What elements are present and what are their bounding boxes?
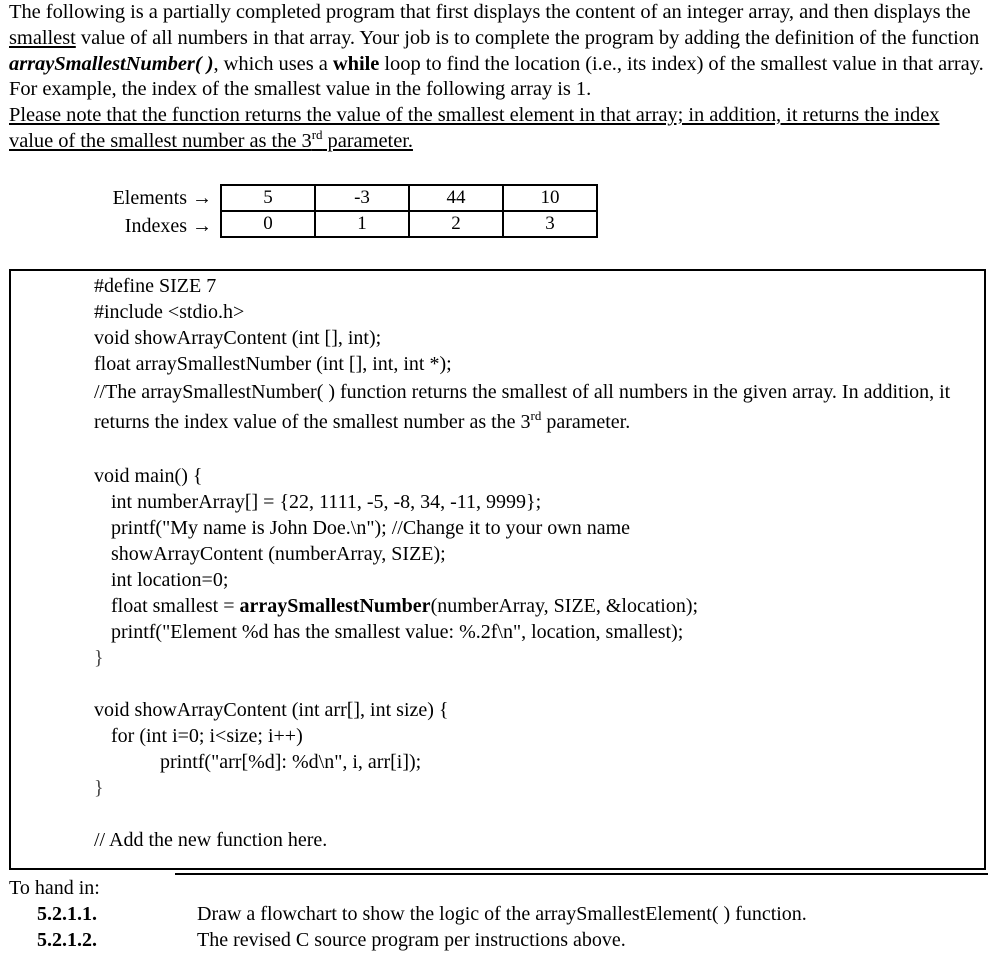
handin-item (37, 927, 977, 953)
code-line: float smallest = arraySmallestNumber(numberArray, SIZE, &location); (111, 595, 699, 617)
handin-item-number: 5.2.1.1. (37, 903, 97, 925)
code-line: void main() { (94, 465, 203, 487)
element-cell: 10 (503, 185, 597, 211)
intro-text: , which uses a (213, 52, 333, 75)
example-array-table (220, 184, 598, 238)
code-listing-box (9, 269, 986, 870)
function-call-name: arraySmallestNumber (239, 595, 431, 617)
code-line: printf("arr[%d]: %d\n", i, arr[i]); (160, 751, 422, 773)
element-cell: -3 (315, 185, 409, 211)
code-line: int numberArray[] = {22, 1111, -5, -8, 34, -11, 9999}; (111, 491, 542, 513)
code-line: #define SIZE 7 (94, 275, 217, 297)
intro-text: The following is a partially completed program that first displays the content of an integer array, and then displays the (9, 1, 971, 23)
code-comment: //The arraySmallestNumber( ) function returns the smallest of all numbers in the given array. In addition, it returns the index value of the smallest number as the 3rd parameter. (94, 381, 951, 433)
intro-text: value of all numbers in that array. Your job is to complete the program by adding the definition of the function (75, 26, 980, 49)
code-line: printf("My name is John Doe.\n"); //Change it to your own name (111, 517, 631, 539)
element-cell: 5 (221, 185, 315, 211)
divider (175, 873, 988, 875)
code-closing-brace: } (94, 647, 104, 669)
handin-item-text: Draw a flowchart to show the logic of the arraySmallestElement( ) function. (197, 903, 807, 925)
instructions-note: Please note that the function returns the value of the smallest element in that array; in addition, it returns the index value of the smallest number as the 3rd parameter. (9, 104, 940, 152)
instructions-paragraph (9, 0, 984, 103)
handin-item-number: 5.2.1.2. (37, 929, 97, 951)
handin-item-text: The revised C source program per instructions above. (197, 929, 626, 951)
intro-underlined-word: smallest (9, 26, 76, 49)
code-comment: // Add the new function here. (94, 829, 328, 851)
elements-row (221, 185, 597, 211)
index-cell: 0 (221, 211, 315, 237)
code-line: float arraySmallestNumber (int [], int, int *); (94, 353, 452, 375)
code-blank-line (94, 671, 974, 697)
code-line: void showArrayContent (int arr[], int size) { (94, 699, 449, 721)
intro-text: loop to find the location (i.e., its index) of the smallest value in that array. For example, the index of the smallest value in the following array is 1. (9, 52, 984, 101)
index-cell: 3 (503, 211, 597, 237)
handin-item (37, 901, 977, 927)
index-cell: 2 (409, 211, 503, 237)
code-line: showArrayContent (numberArray, SIZE); (111, 543, 446, 565)
code-line: void showArrayContent (int [], int); (94, 327, 382, 349)
indexes-row (221, 211, 597, 237)
code-line: printf("Element %d has the smallest value: %.2f\n", location, smallest); (111, 621, 684, 643)
handin-title: To hand in: (9, 877, 100, 899)
code-listing (94, 273, 974, 853)
code-line: for (int i=0; i<size; i++) (111, 725, 303, 747)
code-line: int location=0; (111, 569, 229, 591)
element-cell: 44 (409, 185, 503, 211)
code-blank-line (94, 437, 974, 463)
index-cell: 1 (315, 211, 409, 237)
example-labels (100, 184, 212, 240)
instructions (9, 0, 984, 155)
code-blank-line (94, 801, 974, 827)
code-closing-brace: } (94, 777, 104, 799)
while-keyword: while (332, 52, 380, 75)
elements-label: Elements → (112, 187, 212, 209)
function-name: arraySmallestNumber( ) (9, 52, 214, 75)
indexes-label: Indexes → (124, 215, 212, 237)
code-line: #include <stdio.h> (94, 301, 245, 323)
